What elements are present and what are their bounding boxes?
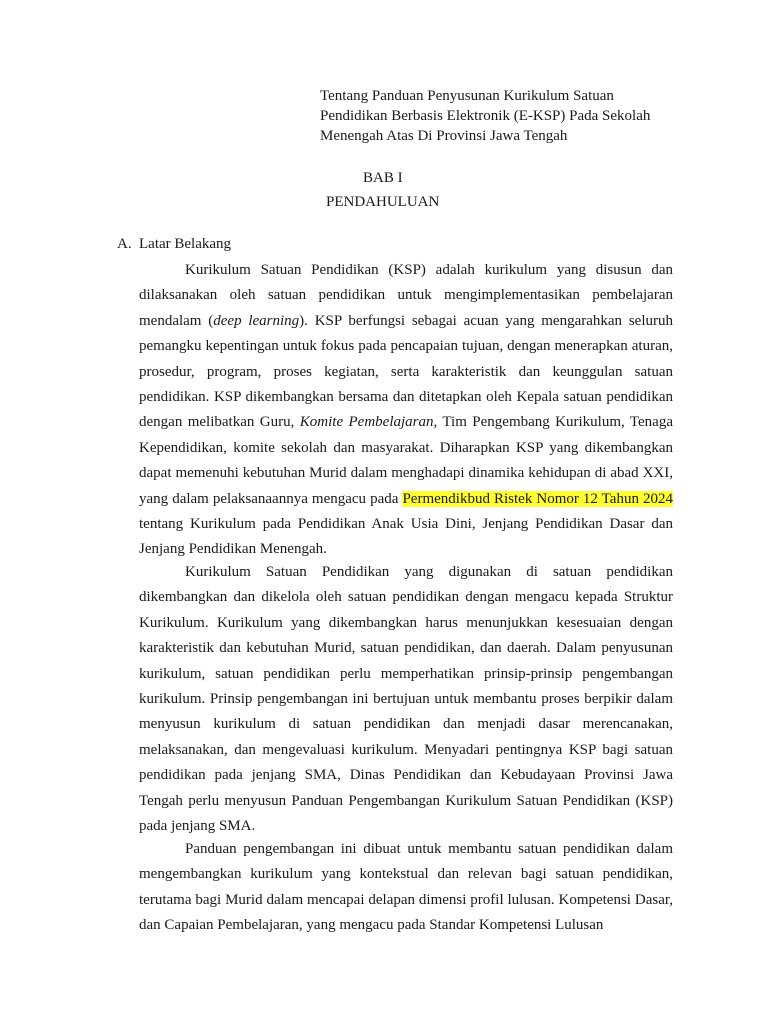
paragraph-1-part-4: tentang Kurikulum pada Pendidikan Anak Usia Dini, Jenjang Pendidikan Dasar dan Jenjang Pendidikan Menengah. (139, 516, 673, 558)
paragraph-3 (139, 837, 673, 939)
paragraph-1-part-1: Kurikulum Satuan Pendidikan (KSP) adalah kurikulum yang disusun dan dilaksanakan oleh satuan pendidikan untuk mengimplementasikan pembelajaran mendalam ( (139, 262, 673, 329)
section-heading (117, 234, 231, 254)
section-title: Latar Belakang (139, 236, 232, 252)
paragraph-1-italic-term-2: Komite Pembelajaran (299, 414, 434, 431)
subtitle-line-1: Tentang Panduan Penyusunan Kurikulum Satuan (320, 88, 614, 104)
paragraph-3-text: Panduan pengembangan ini dibuat untuk membantu satuan pendidikan dalam mengembangkan kurikulum yang kontekstual dan relevan bagi satuan pendidikan, terutama bagi Murid dalam mencapai delapan dimensi profil lulusan. Kompetensi Dasar, dan Capaian Pembelajaran, yang mengacu pada Standar Kompetensi Lulusan (139, 841, 673, 934)
chapter-title: PENDAHULUAN (326, 194, 440, 210)
paragraph-2-text: Kurikulum Satuan Pendidikan yang digunakan di satuan pendidikan dikembangkan dan dikelola oleh satuan pendidikan dengan mengacu kepada Struktur Kurikulum. Kurikulum yang dikembangkan harus menunjukkan kesesuaian dengan karakteristik dan kebutuhan Murid, satuan pendidikan, dan daerah. Dalam penyusunan kurikulum, satuan pendidikan perlu memperhatikan prinsip-prinsip pengembangan kurikulum. Prinsip pengembangan ini bertujuan untuk membantu proses berpikir dalam menyusun kurikulum di satuan pendidikan dan menjadi dasar merencanakan, melaksanakan, dan mengevaluasi kurikulum. Menyadari pentingnya KSP bagi satuan pendidikan pada jenjang SMA, Dinas Pendidikan dan Kebudayaan Provinsi Jawa Tengah perlu menyusun Panduan Pengembangan Kurikulum Satuan Pendidikan (KSP) pada jenjang SMA. (139, 564, 673, 835)
paragraph-1-part-3: , Tim Pengembang Kurikulum, Tenaga Kependidikan, komite sekolah dan masyarakat. Diharapkan KSP yang dikembangkan dapat memenuhi kebutuhan Murid dalam menghadapi dinamika kehidupan di abad XXI, yang dalam pelaksanaannya mengacu pada (139, 414, 673, 507)
section-letter: A. (117, 236, 132, 252)
paragraph-2 (139, 560, 673, 839)
highlighted-regulation: Permendikbud Ristek Nomor 12 Tahun 2024 (402, 490, 673, 507)
paragraph-1 (139, 258, 673, 563)
paragraph-1-italic-term-1: deep learning (213, 312, 300, 329)
paragraph-1-part-2: ). KSP berfungsi sebagai acuan yang mengarahkan seluruh pemangku kepentingan untuk fokus pada pencapaian tujuan, dengan menerapkan aturan, prosedur, program, proses kegiatan, serta karakteristik dan keunggulan satuan pendidikan. KSP dikembangkan bersama dan ditetapkan oleh Kepala satuan pendidikan dengan melibatkan Guru, (139, 312, 673, 431)
subtitle-line-2: Pendidikan Berbasis Elektronik (E-KSP) Pada Sekolah (320, 108, 651, 124)
chapter-number: BAB I (363, 170, 403, 186)
subtitle-line-3: Menengah Atas Di Provinsi Jawa Tengah (320, 128, 568, 144)
document-subtitle (320, 86, 700, 146)
